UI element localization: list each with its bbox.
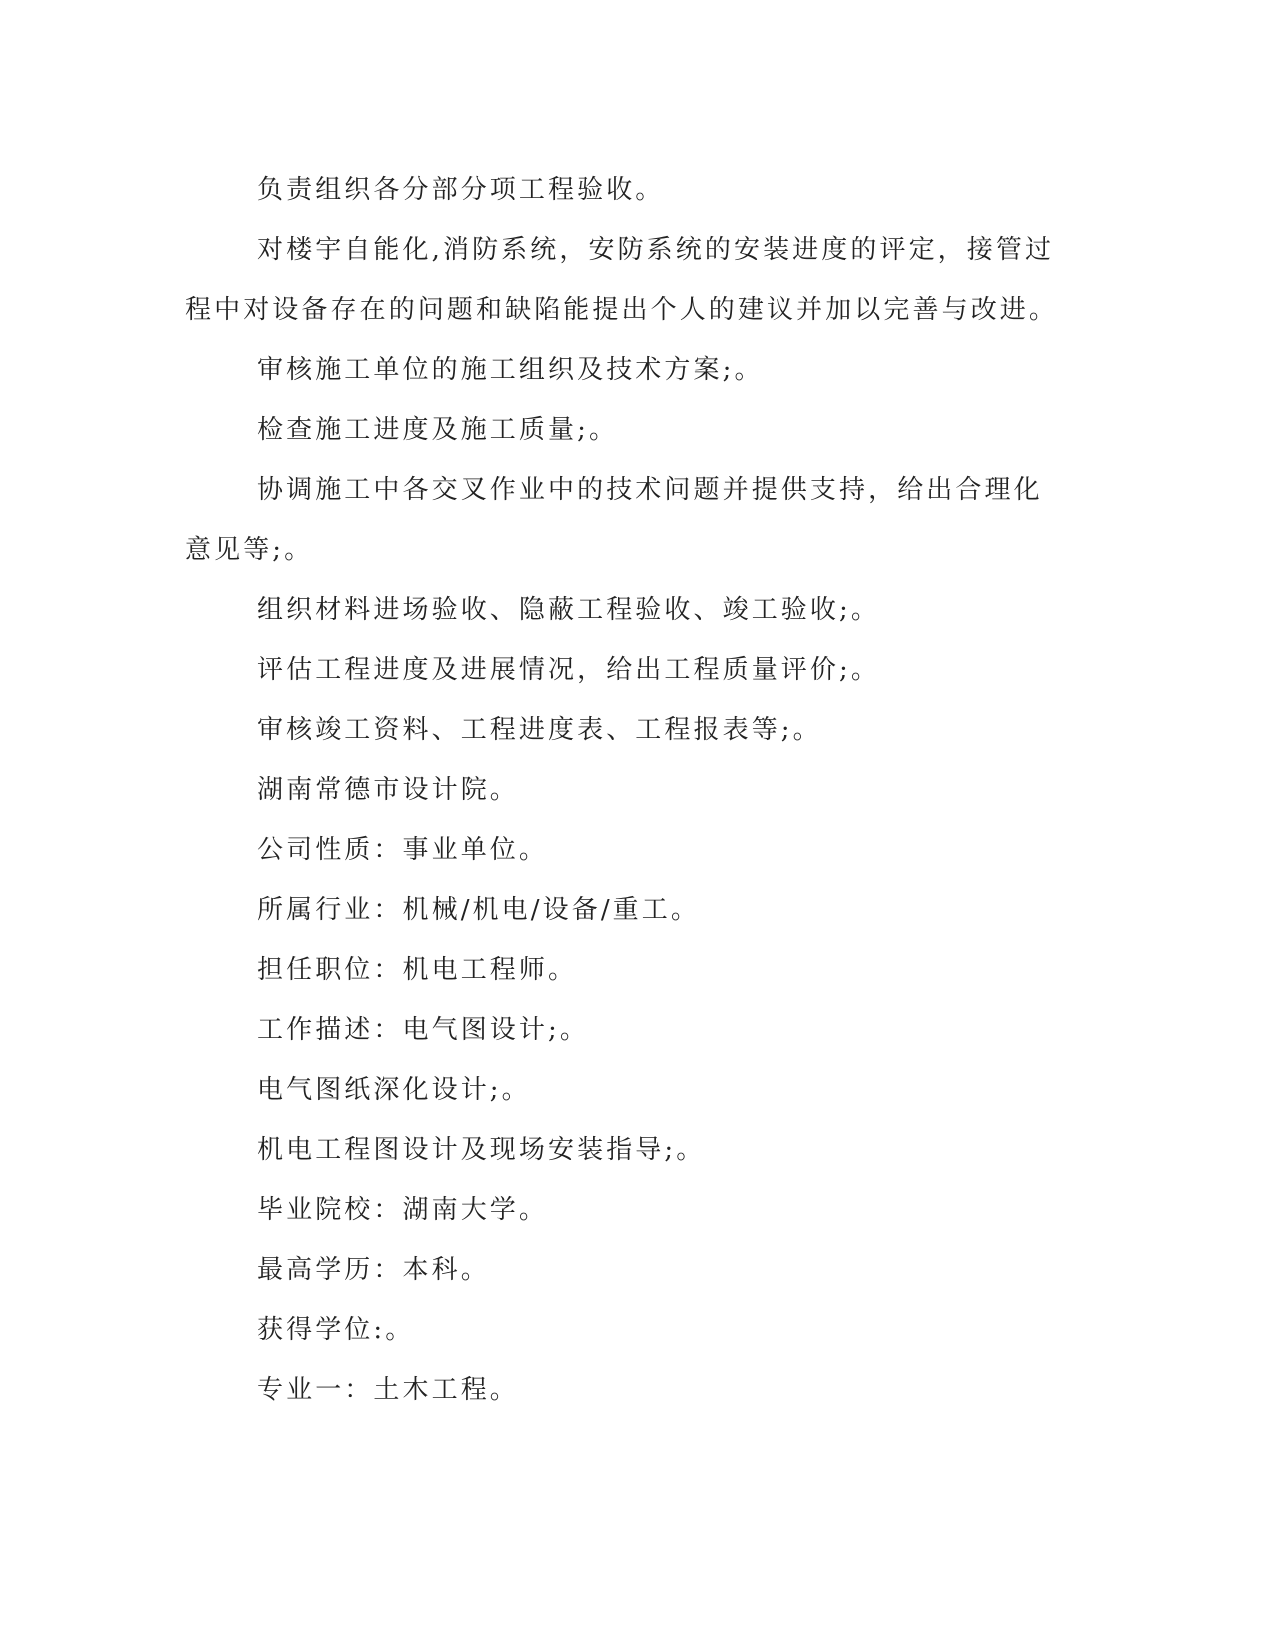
paragraph-coordination: 协调施工中各交叉作业中的技术问题并提供支持，给出合理化意见等;。 [185,475,1043,565]
paragraph-evaluate-progress: 评估工程进度及进展情况，给出工程质量评价;。 [257,655,880,685]
paragraph-position: 担任职位：机电工程师。 [257,955,578,985]
paragraph-acceptance: 负责组织各分部分项工程验收。 [257,175,665,205]
paragraph-installation-guidance: 机电工程图设计及现场安装指导;。 [257,1135,706,1165]
paragraph-school: 毕业院校：湖南大学。 [257,1195,549,1225]
paragraph-major: 专业一：土木工程。 [257,1375,519,1405]
paragraph-check-progress: 检查施工进度及施工质量;。 [257,415,619,445]
paragraph-materials-acceptance: 组织材料进场验收、隐蔽工程验收、竣工验收;。 [257,595,880,625]
paragraph-building-systems: 对楼宇自能化,消防系统，安防系统的安装进度的评定，接管过程中对设备存在的问题和缺陷能提出个人的建议并加以完善与改进。 [185,235,1059,325]
paragraph-degree: 获得学位:。 [257,1315,415,1345]
paragraph-industry: 所属行业：机械/机电/设备/重工。 [257,895,700,925]
document-body [185,160,1065,1420]
paragraph-employer: 湖南常德市设计院。 [257,775,519,805]
paragraph-drawing-design: 电气图纸深化设计;。 [257,1075,531,1105]
paragraph-company-type: 公司性质：事业单位。 [257,835,549,865]
paragraph-review-plan: 审核施工单位的施工组织及技术方案;。 [257,355,764,385]
paragraph-job-description: 工作描述：电气图设计;。 [257,1015,589,1045]
paragraph-education: 最高学历：本科。 [257,1255,490,1285]
paragraph-review-documents: 审核竣工资料、工程进度表、工程报表等;。 [257,715,822,745]
